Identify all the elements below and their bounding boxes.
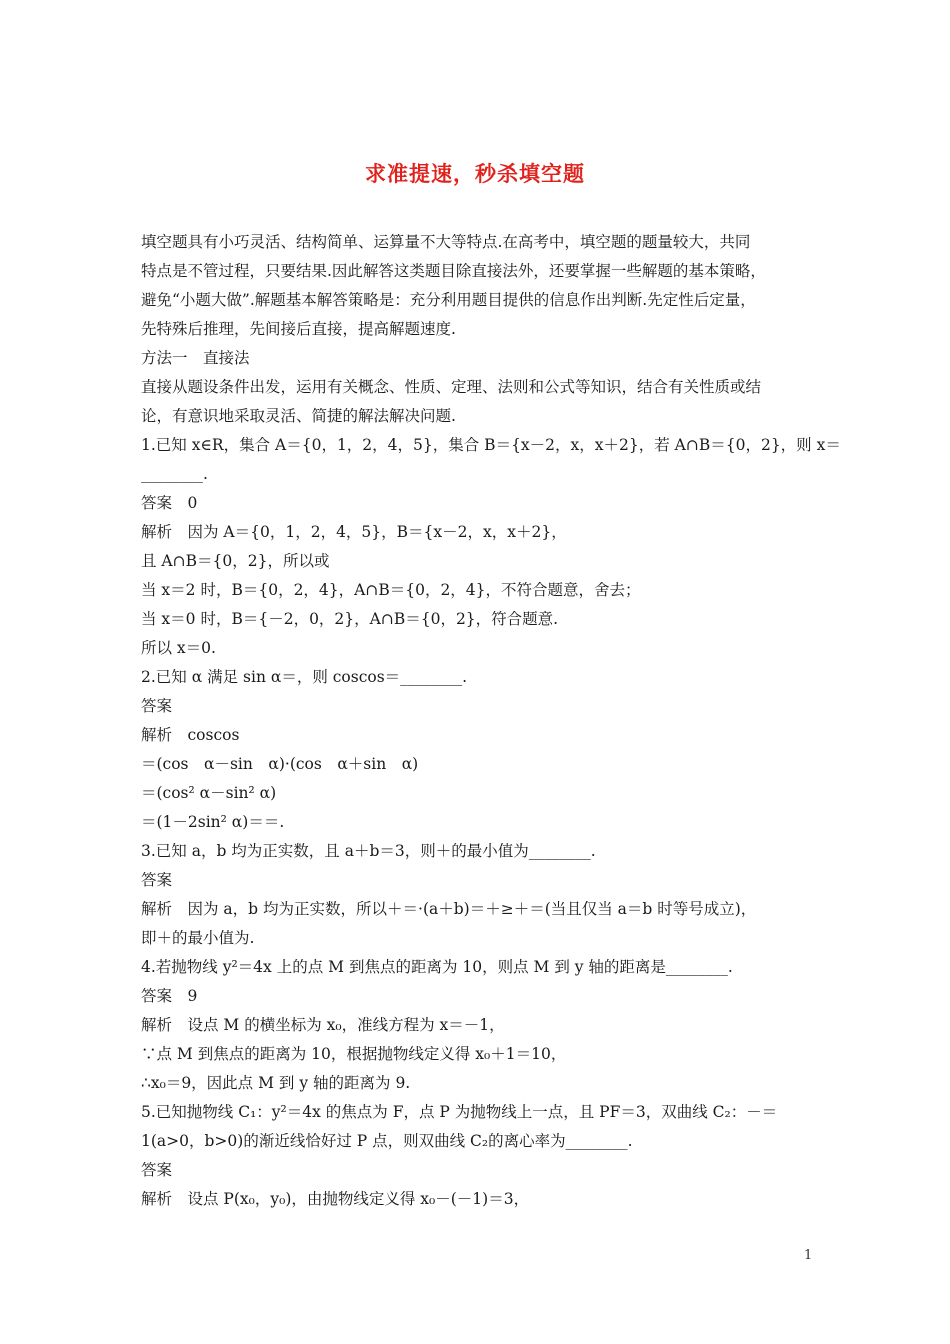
text-line: 且 A∩B＝{0，2}，所以或 bbox=[141, 552, 330, 570]
text-line: 1.已知 x∈R，集合 A＝{0，1，2，4，5}，集合 B＝{x－2，x，x＋2}，若 A∩B＝{0，2}，则 x＝ bbox=[141, 436, 841, 454]
text-line: ∵点 M 到焦点的距离为 10，根据抛物线定义得 x₀＋1＝10， bbox=[141, 1045, 567, 1063]
text-line: 解析 设点 P(x₀，y₀)，由抛物线定义得 x₀－(－1)＝3， bbox=[141, 1190, 530, 1208]
document-title: 求准提速，秒杀填空题 bbox=[365, 161, 585, 186]
text-line: 当 x＝0 时，B＝{－2，0，2}，A∩B＝{0，2}，符合题意. bbox=[141, 610, 559, 628]
text-line: 2.已知 α 满足 sin α＝，则 coscos＝________. bbox=[141, 668, 468, 686]
text-line: 论，有意识地采取灵活、简捷的解法解决问题. bbox=[141, 407, 456, 425]
text-line: 直接从题设条件出发，运用有关概念、性质、定理、法则和公式等知识，结合有关性质或结 bbox=[141, 378, 762, 396]
text-line: 先特殊后推理，先间接后直接，提高解题速度. bbox=[141, 320, 456, 338]
text-line: ＝(cos² α－sin² α) bbox=[141, 784, 277, 802]
text-line: 4.若抛物线 y²＝4x 上的点 M 到焦点的距离为 10，则点 M 到 y 轴的距离是________. bbox=[141, 958, 733, 976]
text-line: 即＋的最小值为. bbox=[141, 929, 255, 947]
text-line: 解析 因为 a，b 均为正实数，所以＋＝·(a＋b)＝＋≥＋＝(当且仅当 a＝b 时等号成立)， bbox=[141, 900, 757, 918]
page-number: 1 bbox=[804, 1248, 813, 1263]
text-line: 答案 9 bbox=[141, 987, 198, 1005]
document-body bbox=[141, 228, 841, 1214]
text-line: ＝(cos α－sin α)·(cos α＋sin α) bbox=[141, 755, 419, 773]
text-line: 解析 设点 M 的横坐标为 x₀，准线方程为 x＝－1， bbox=[141, 1016, 505, 1034]
text-line: 答案 bbox=[141, 871, 173, 889]
text-line: 解析 coscos bbox=[141, 726, 240, 744]
text-line: 答案 bbox=[141, 1161, 173, 1179]
text-line: 特点是不管过程，只要结果.因此解答这类题目除直接法外，还要掌握一些解题的基本策略， bbox=[141, 262, 766, 280]
text-line: 答案 bbox=[141, 697, 173, 715]
text-line: 避免“小题大做”.解题基本解答策略是：充分利用题目提供的信息作出判断.先定性后定量， bbox=[141, 291, 756, 309]
text-line: 答案 0 bbox=[141, 494, 198, 512]
text-line: 填空题具有小巧灵活、结构简单、运算量不大等特点.在高考中，填空题的题量较大，共同 bbox=[141, 233, 751, 251]
text-line: ________. bbox=[141, 465, 208, 483]
text-line: 5.已知抛物线 C₁：y²＝4x 的焦点为 F，点 P 为抛物线上一点，且 PF＝3，双曲线 C₂：－＝ bbox=[141, 1103, 778, 1121]
text-line: 所以 x＝0. bbox=[141, 639, 216, 657]
text-line: 解析 因为 A＝{0，1，2，4，5}，B＝{x－2，x，x＋2}， bbox=[141, 523, 567, 541]
text-line: ∴x₀＝9，因此点 M 到 y 轴的距离为 9. bbox=[141, 1074, 411, 1092]
text-line: 方法一 直接法 bbox=[141, 349, 250, 367]
text-line: ＝(1－2sin² α)＝＝. bbox=[141, 813, 285, 831]
text-line: 3.已知 a，b 均为正实数，且 a＋b＝3，则＋的最小值为________. bbox=[141, 842, 596, 860]
text-line: 当 x＝2 时，B＝{0，2，4}，A∩B＝{0，2，4}，不符合题意，舍去； bbox=[141, 581, 641, 599]
text-line: 1(a>0，b>0)的渐近线恰好过 P 点，则双曲线 C₂的离心率为________. bbox=[141, 1132, 633, 1150]
